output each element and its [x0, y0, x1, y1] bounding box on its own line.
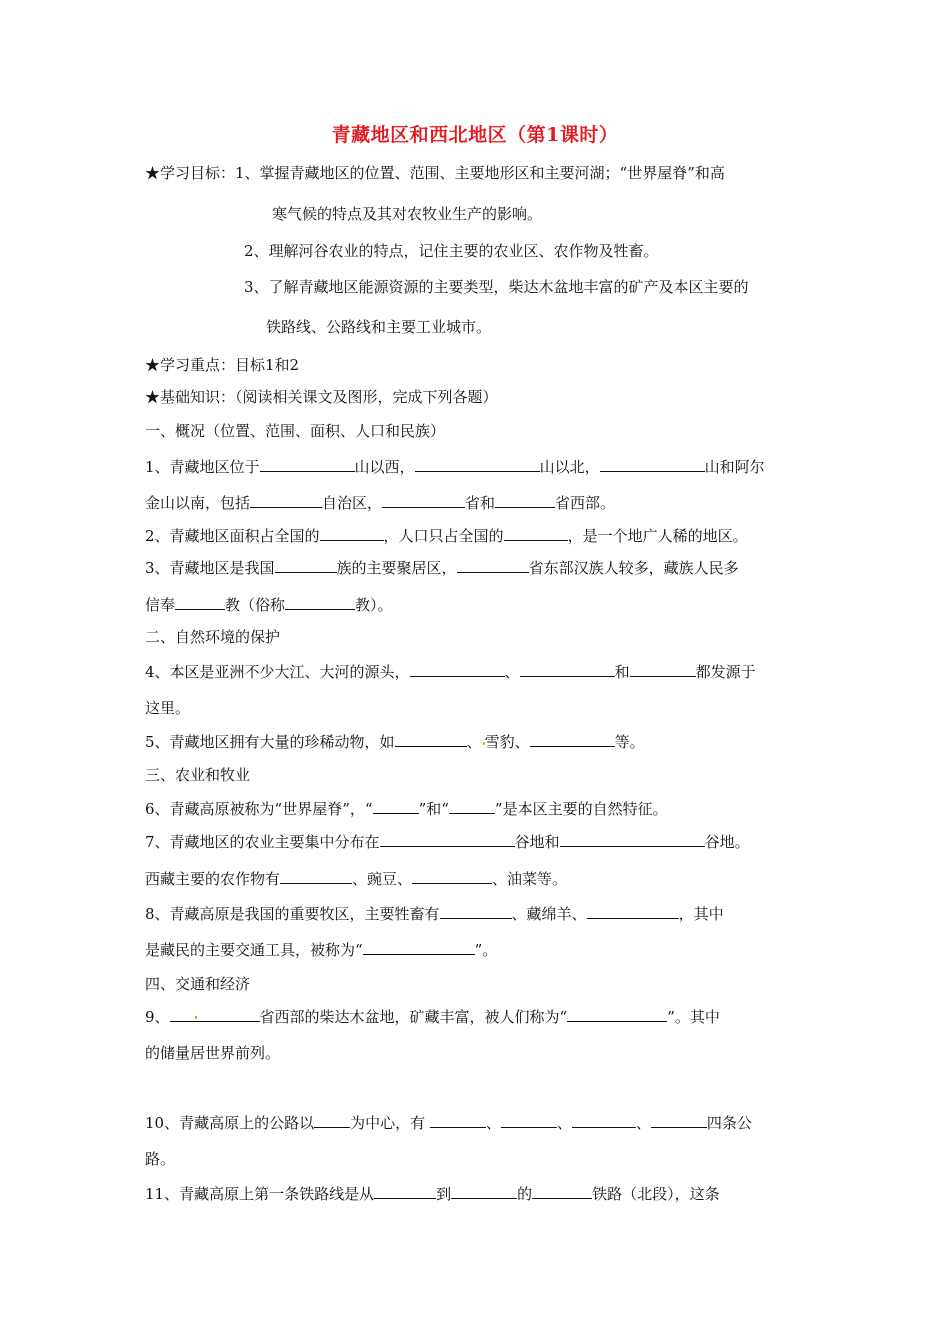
question-1a	[145, 456, 810, 477]
blank[interactable]	[412, 868, 492, 884]
question-text: 为中心，有	[350, 1114, 430, 1132]
goals-label: ★学习目标：	[145, 164, 236, 182]
page-title: 青藏地区和西北地区（第1课时）	[331, 124, 619, 146]
question-text: 8、青藏高原是我国的重要牧区，主要牲畜有	[145, 905, 440, 923]
question-4b: 这里。	[145, 699, 191, 717]
blank[interactable]	[314, 1112, 350, 1128]
question-text: 3、青藏地区是我国	[145, 559, 275, 577]
question-8b	[145, 939, 810, 960]
blank[interactable]	[532, 1183, 592, 1199]
question-5	[145, 731, 810, 752]
question-text: 都发源于	[695, 663, 756, 681]
question-text: 是藏民的主要交通工具，被称为“	[145, 941, 363, 959]
question-text: 6、青藏高原被称为“世界屋脊”，“	[145, 800, 373, 818]
question-text: 教）。	[355, 596, 393, 614]
question-text: 省和	[465, 494, 496, 512]
question-text: 金山以南，包括	[145, 494, 251, 512]
question-text: 和	[614, 663, 630, 681]
blank[interactable]	[501, 1112, 557, 1128]
question-10b: 路。	[145, 1150, 176, 1168]
goal-1a: 1、掌握青藏地区的位置、范围、主要地形区和主要河湖；“世界屋脊”和高	[235, 164, 725, 182]
question-text: ”是本区主要的自然特征。	[494, 800, 668, 818]
blank[interactable]	[504, 525, 568, 541]
question-text: 族的主要聚居区，	[336, 559, 457, 577]
blank[interactable]	[430, 1112, 486, 1128]
question-4a	[145, 661, 810, 682]
blank[interactable]	[457, 557, 529, 573]
blank[interactable]	[630, 661, 696, 677]
question-text: 自治区，	[322, 494, 383, 512]
blank[interactable]	[440, 903, 512, 919]
question-text: 9、	[145, 1008, 170, 1026]
blank[interactable]	[320, 525, 384, 541]
question-text: 雪豹、	[484, 733, 530, 751]
question-text: 四条公	[706, 1114, 752, 1132]
question-1b	[145, 492, 810, 513]
question-text: 西藏主要的农作物有	[145, 870, 281, 888]
blank[interactable]	[410, 661, 505, 677]
blank[interactable]	[280, 868, 352, 884]
blank[interactable]	[495, 492, 555, 508]
blank[interactable]	[530, 731, 615, 747]
section-4: 四、交通和经济	[145, 975, 251, 993]
question-text: 5、青藏地区拥有大量的珍稀动物，如	[145, 733, 395, 751]
question-text: 到	[436, 1185, 452, 1203]
basics-heading: ★基础知识：（阅读相关课文及图形，完成下列各题）	[145, 388, 498, 406]
question-text: ，人口只占全国的	[383, 527, 504, 545]
question-text: 10、青藏高原上的公路以	[145, 1114, 315, 1132]
section-3: 三、农业和牧业	[145, 766, 251, 784]
question-text: 4、本区是亚洲不少大江、大河的源头，	[145, 663, 410, 681]
question-text: 信奉	[145, 596, 176, 614]
question-8a	[145, 903, 810, 924]
question-text: 2、青藏地区面积占全国的	[145, 527, 320, 545]
blank[interactable]	[275, 557, 337, 573]
blank[interactable]	[520, 661, 615, 677]
question-text: 、藏绵羊、	[511, 905, 587, 923]
question-text: ，其中	[678, 905, 724, 923]
question-9b: 的储量居世界前列。	[145, 1044, 281, 1062]
question-text: 等。	[614, 733, 645, 751]
blank[interactable]	[285, 594, 355, 610]
question-text: 谷地。	[704, 833, 750, 851]
blank[interactable]	[374, 1183, 436, 1199]
goal-1b: 寒气候的特点及其对农牧业生产的影响。	[272, 205, 543, 223]
question-text: 谷地和	[514, 833, 560, 851]
mark-dot	[195, 1016, 197, 1019]
question-10a	[145, 1112, 810, 1133]
section-2: 二、自然环境的保护	[145, 628, 281, 646]
question-text: 省西部的柴达木盆地，矿藏丰富，被人们称为“	[259, 1008, 568, 1026]
question-text: 、油菜等。	[492, 870, 568, 888]
question-text: 、	[504, 663, 520, 681]
question-text: 山以北，	[539, 458, 600, 476]
question-6	[145, 798, 810, 819]
blank[interactable]	[572, 1112, 636, 1128]
question-text: ，是一个地广人稀的地区。	[567, 527, 748, 545]
section-1: 一、概况（位置、范围、面积、人口和民族）	[145, 422, 446, 440]
question-3b	[145, 594, 810, 615]
blank[interactable]	[382, 492, 465, 508]
question-text: 、	[485, 1114, 501, 1132]
blank[interactable]	[170, 1006, 260, 1022]
goal-3a: 3、了解青藏地区能源资源的主要类型，柴达木盆地丰富的矿产及本区主要的	[244, 278, 749, 296]
blank[interactable]	[175, 594, 225, 610]
question-text: 、	[466, 733, 482, 751]
goals-line-1	[145, 163, 810, 183]
blank[interactable]	[651, 1112, 707, 1128]
question-text: 教（俗称	[225, 596, 286, 614]
question-text: ”和“	[418, 800, 449, 818]
blank[interactable]	[451, 1183, 517, 1199]
question-text: 11、青藏高原上第一条铁路线是从	[145, 1185, 375, 1203]
question-text: 山和阿尔	[704, 458, 765, 476]
blank[interactable]	[373, 798, 419, 814]
question-7a	[145, 831, 810, 852]
question-3a	[145, 557, 810, 578]
study-focus: ★学习重点：目标1和2	[145, 356, 300, 374]
question-text: 山以西，	[354, 458, 415, 476]
blank[interactable]	[560, 831, 705, 847]
blank[interactable]	[415, 456, 540, 472]
question-text: 7、青藏地区的农业主要集中分布在	[145, 833, 380, 851]
goal-3b: 铁路线、公路线和主要工业城市。	[266, 318, 492, 336]
blank[interactable]	[250, 492, 322, 508]
question-11	[145, 1183, 810, 1204]
question-text: 省东部汉族人较多，藏族人民多	[528, 559, 739, 577]
blank[interactable]	[449, 798, 495, 814]
question-text: ”。	[474, 941, 498, 959]
question-text: 1、青藏地区位于	[145, 458, 260, 476]
goal-2: 2、理解河谷农业的特点，记住主要的农业区、农作物及牲畜。	[244, 242, 659, 260]
question-text: 省西部。	[555, 494, 616, 512]
question-text: 的	[517, 1185, 533, 1203]
question-text: 、	[635, 1114, 651, 1132]
blank[interactable]	[600, 456, 705, 472]
question-text: 、	[556, 1114, 572, 1132]
blank[interactable]	[395, 731, 467, 747]
question-9a	[145, 1006, 810, 1027]
question-text: ”。其中	[667, 1008, 720, 1026]
question-7b	[145, 868, 810, 889]
blank[interactable]	[260, 456, 355, 472]
blank[interactable]	[567, 1006, 667, 1022]
blank[interactable]	[380, 831, 515, 847]
blank[interactable]	[363, 939, 475, 955]
question-text: 铁路（北段），这条	[592, 1185, 720, 1203]
question-2	[145, 525, 810, 546]
blank[interactable]	[587, 903, 679, 919]
question-text: 、豌豆、	[352, 870, 413, 888]
